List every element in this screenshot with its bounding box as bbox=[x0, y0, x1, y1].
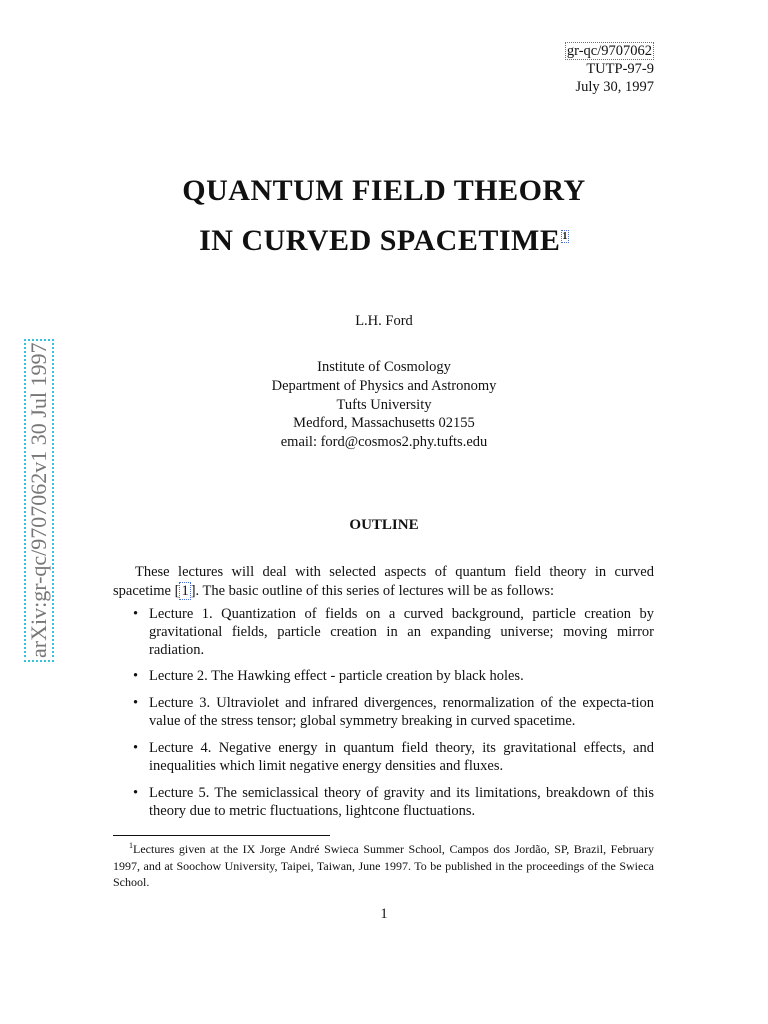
affiliation-line: Department of Physics and Astronomy bbox=[271, 378, 497, 394]
affiliation-line: Medford, Massachusetts 02155 bbox=[293, 415, 475, 431]
report-number: TUTP-97-9 bbox=[586, 61, 654, 77]
list-item bbox=[113, 739, 654, 775]
bullet-icon: • bbox=[133, 740, 139, 756]
bullet-icon: • bbox=[133, 606, 139, 622]
list-item bbox=[113, 694, 654, 730]
footnote-text: Lectures given at the IX Jorge André Swieca Summer School, Campos dos Jordão, SP, Brazil, February 1997, and at Soochow University, Taipei, Taiwan, June 1997. To be published in the proceedings of the Swieca School. bbox=[113, 842, 654, 889]
lecture-text: Lecture 5. The semiclassical theory of gravity and its limitations, breakdown of this theory due to metric fluctuations, lightcone fluctuations. bbox=[149, 785, 654, 819]
footnote-mark: 1 bbox=[129, 841, 133, 850]
arxiv-id-link[interactable]: gr-qc/9707062 bbox=[566, 43, 652, 59]
intro-text-end: ]. The basic outline of this series of lectures will be as follows: bbox=[190, 582, 555, 599]
footnote bbox=[113, 838, 654, 891]
bullet-icon: • bbox=[133, 695, 139, 711]
lecture-text: Lecture 1. Quantization of fields on a curved background, particle creation by gravitational fields, particle creation in an expanding universe; moving mirror radiation. bbox=[149, 606, 654, 658]
list-item bbox=[113, 667, 654, 685]
title-line-2-text: IN CURVED SPACETIME bbox=[199, 224, 561, 257]
affiliation-line: Tufts University bbox=[336, 397, 432, 413]
author-email: email: ford@cosmos2.phy.tufts.edu bbox=[280, 434, 488, 450]
lecture-text: Lecture 4. Negative energy in quantum field theory, its gravitational effects, and inequalities which limit negative energy densities and fluxes. bbox=[149, 740, 654, 774]
page-number: 1 bbox=[380, 906, 388, 922]
header-block bbox=[565, 42, 654, 96]
title-line-1: QUANTUM FIELD THEORY bbox=[182, 174, 586, 207]
affiliation-line: Institute of Cosmology bbox=[317, 359, 451, 375]
bullet-icon: • bbox=[133, 785, 139, 801]
list-item bbox=[113, 605, 654, 659]
outline-heading: OUTLINE bbox=[349, 517, 419, 533]
title-footnote-link[interactable]: 1 bbox=[562, 231, 568, 242]
author-name: L.H. Ford bbox=[355, 313, 413, 329]
lecture-text: Lecture 3. Ultraviolet and infrared divergences, renormalization of the expecta-tion value of the stress tensor; global symmetry breaking in curved spacetime. bbox=[149, 695, 654, 729]
footnote-rule bbox=[113, 835, 330, 836]
arxiv-stamp-link[interactable]: arXiv:gr-qc/9707062v1 30 Jul 1997 bbox=[24, 339, 54, 662]
intro-paragraph bbox=[113, 563, 654, 600]
title-line-2 bbox=[0, 224, 768, 258]
lecture-text: Lecture 2. The Hawking effect - particle creation by black holes. bbox=[149, 668, 524, 684]
bullet-icon: • bbox=[133, 668, 139, 684]
intro-text-start: These lectures will deal with selected aspects of quantum field theory in curved spacetime [ bbox=[113, 564, 654, 599]
list-item bbox=[113, 784, 654, 820]
citation-link[interactable]: 1 bbox=[181, 582, 189, 599]
paper-date: July 30, 1997 bbox=[575, 79, 654, 95]
